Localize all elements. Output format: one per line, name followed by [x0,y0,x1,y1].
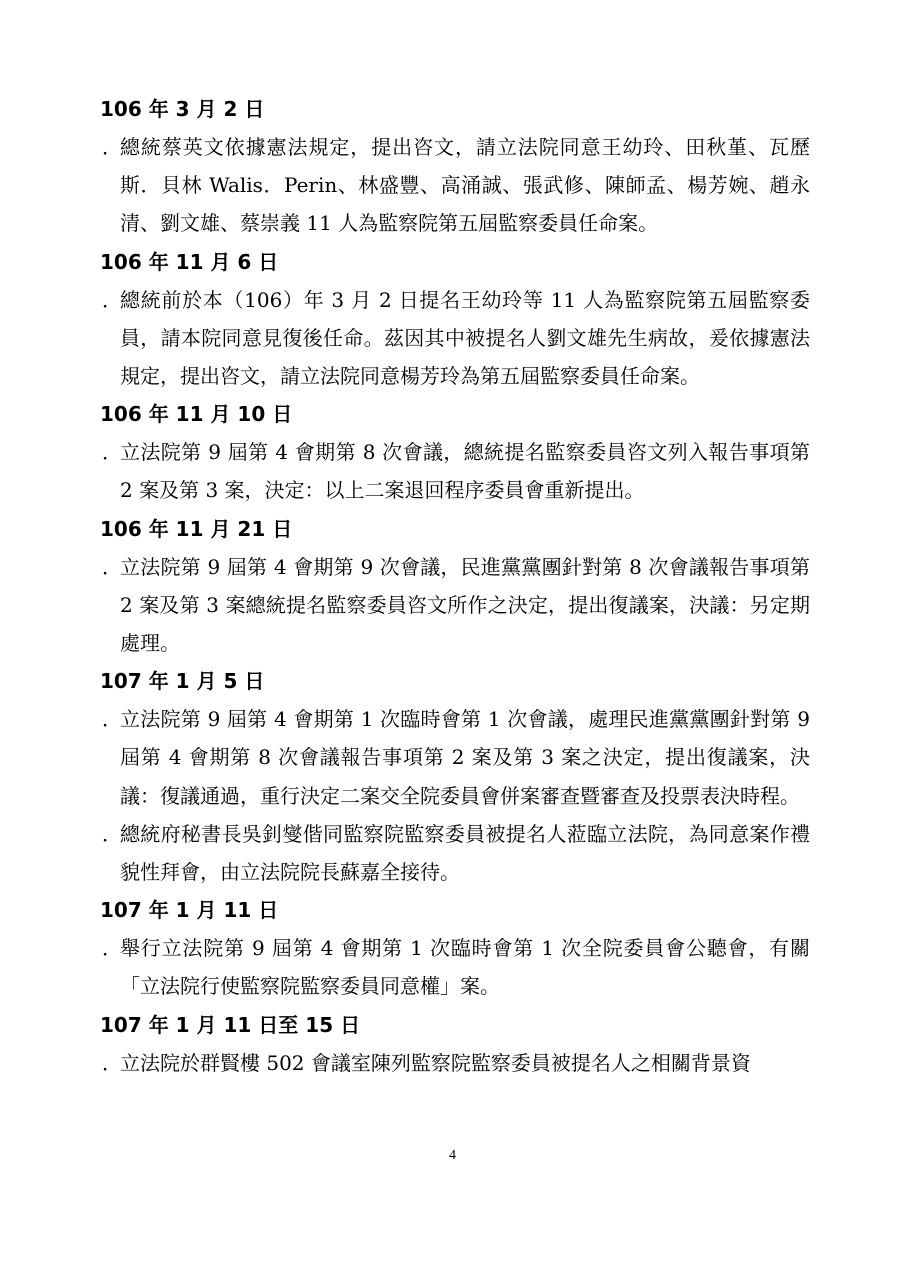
document-body [100,90,810,1082]
event-entry [100,815,810,891]
event-text: 立法院第 9 屆第 4 會期第 8 次會議，總統提名監察委員咨文列入報告事項第 2 案及第 3 案，決定：以上二案退回程序委員會重新提出。 [120,440,810,503]
bullet-icon: ． [102,821,122,846]
date-heading: 106 年 11 月 6 日 [100,249,279,274]
event-text: 總統前於本（106）年 3 月 2 日提名王幼玲等 11 人為監察院第五屆監察委員，請本院同意見復後任命。茲因其中被提名人劉文雄先生病故，爰依據憲法規定，提出咨文，請立法院同意楊芳玲為第五屆監察委員任命案。 [120,287,810,389]
event-text: 立法院第 9 屆第 4 會期第 1 次臨時會第 1 次會議，處理民進黨黨團針對第 9 屆第 4 會期第 8 次會議報告事項第 2 案及第 3 案之決定，提出復議案，決議：復議通過，重行決定二案交全院委員會併案審查暨審查及投票表決時程。 [120,707,810,808]
bullet-icon: ． [102,707,122,732]
page-number: 4 [449,1148,456,1163]
bullet-icon: ． [102,936,122,961]
date-heading: 106 年 3 月 2 日 [100,97,265,121]
bullet-icon: ． [102,135,122,159]
event-text: 立法院第 9 屆第 4 會期第 9 次會議，民進黨黨團針對第 8 次會議報告事項第 2 案及第 3 案總統提名監察委員咨文所作之決定，提出復議案，決議：另定期處理。 [120,554,810,656]
event-entry [100,433,810,509]
bullet-icon: ． [102,554,122,579]
event-entry [100,281,810,396]
event-text: 立法院於群賢樓 502 會議室陳列監察院監察委員被提名人之相關背景資 [120,1050,751,1075]
date-heading: 106 年 11 月 21 日 [100,516,293,541]
event-text: 總統蔡英文依據憲法規定，提出咨文，請立法院同意王幼玲、田秋堇、瓦歷斯．貝林 Walis．Perin、林盛豐、高涌誠、張武修、陳師孟、楊芳婉、趙永清、劉文雄、蔡崇義 11 人為監察院第五屆監察委員任命案。 [120,135,810,236]
event-entry [100,700,810,815]
event-entry [100,128,810,243]
event-entry [100,1044,810,1082]
event-text: 總統府秘書長吳釗燮偕同監察院監察委員被提名人蒞臨立法院，為同意案作禮貌性拜會，由立法院院長蘇嘉全接待。 [120,821,810,885]
bullet-icon: ． [102,1050,122,1075]
event-text: 舉行立法院第 9 屆第 4 會期第 1 次臨時會第 1 次全院委員會公聽會，有關「立法院行使監察院監察委員同意權」案。 [120,936,810,999]
event-entry [100,929,810,1005]
bullet-icon: ． [102,287,122,312]
event-entry [100,548,810,663]
date-heading: 107 年 1 月 11 日 [100,898,279,923]
date-heading: 107 年 1 月 11 日至 15 日 [100,1012,361,1037]
date-heading: 107 年 1 月 5 日 [100,669,265,694]
date-heading: 106 年 11 月 10 日 [100,402,293,427]
bullet-icon: ． [102,440,122,465]
